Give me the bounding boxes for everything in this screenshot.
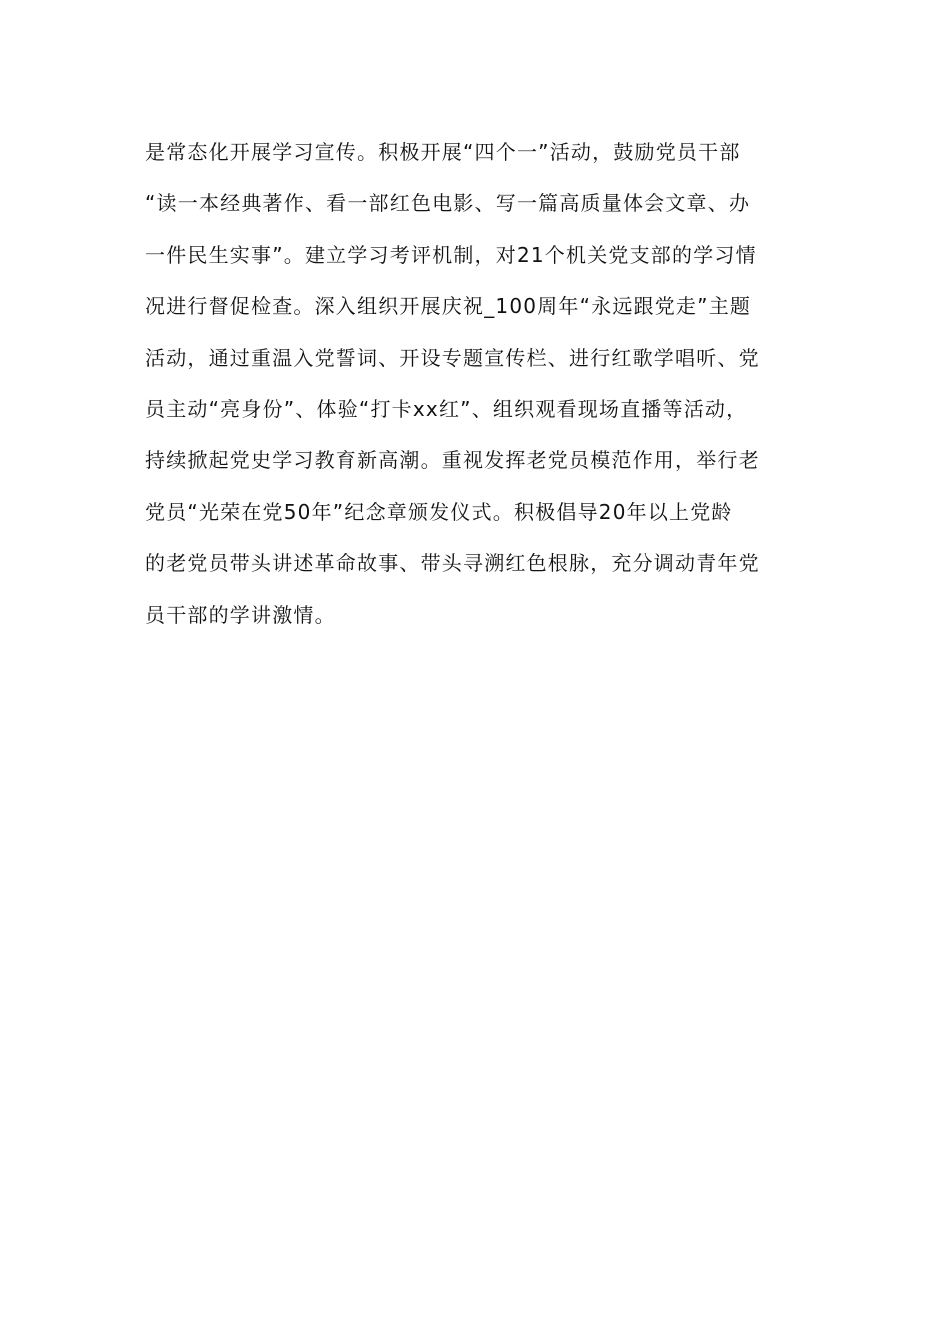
paragraph-line: 员主动“亮身份”、体验“打卡xx红”、组织观看现场直播等活动， (145, 396, 748, 421)
paragraph-line: 是常态化开展学习宣传。积极开展“四个一”活动，鼓励党员干部 (145, 140, 741, 164)
paragraph-line: “读一本经典著作、看一部红色电影、写一篇高质量体会文章、办 (145, 191, 751, 216)
paragraph-line: 活动，通过重温入党誓词、开设专题宣传栏、进行红歌学唱听、党 (145, 345, 760, 370)
body-paragraph (145, 130, 825, 644)
paragraph-line: 况进行督促检查。深入组织开展庆祝_100周年“永远跟党走”主题 (145, 294, 752, 319)
paragraph-line: 的老党员带头讲述革命故事、带头寻溯红色根脉，充分调动青年党 (145, 551, 760, 576)
paragraph-line: 一件民生实事”。建立学习考评机制，对21个机关党支部的学习情 (145, 242, 757, 267)
paragraph-line: 持续掀起党史学习教育新高潮。重视发挥老党员模范作用，举行老 (145, 448, 760, 473)
paragraph-line: 员干部的学讲激情。 (145, 602, 336, 627)
paragraph-line: 党员“光荣在党50年”纪念章颁发仪式。积极倡导20年以上党龄 (145, 499, 733, 524)
